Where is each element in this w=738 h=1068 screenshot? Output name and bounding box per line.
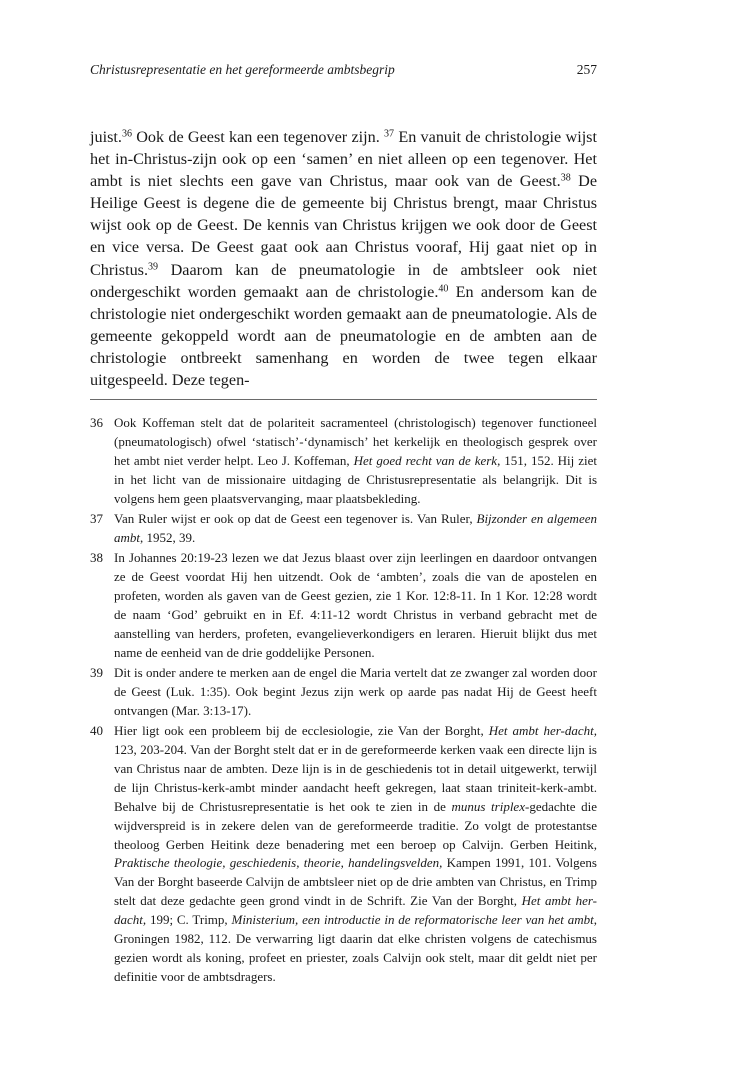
footnote-36 [90,414,597,509]
body-text-run: Ook de Geest kan een tegenover zijn. [131,128,385,146]
footnote-number: 38 [90,550,103,566]
footnote-ref-40[interactable]: 40 [438,283,449,295]
body-text-run: juist. [90,128,122,146]
footnote-text-run: 199; C. Trimp, [146,912,232,928]
footnote-title-italic: Bijzonder en algemeen ambt [114,510,597,545]
footnote-text-run: Kampen 1991, 101. Volgens Van der Borght baseerde Calvijn de ambtsleer niet op de drie ambten van Christus, en Trimp stelt dat deze gedachte geen grond vindt in de Schrift. Zie Van der Borght, [114,855,597,909]
footnote-title-italic: Het ambt her-dacht, [114,893,597,928]
footnote-title-italic: Ministerium, een introductie in de reformatorische leer van het ambt [231,912,594,928]
footnote-number: 39 [90,664,103,680]
body-text-run: En vanuit de christologie wijst het in-Christus-zijn ook op een ‘samen’ en niet alleen op een tegenover. Het ambt is niet slechts een gave van Christus, maar ook van de Geest. [90,128,597,191]
footnote-text-run: 123, 203-204. Van der Borght stelt dat er in de gereformeerde kerken vaak een directe lijn is van Christus naar de ambten. Deze lijn is in de geschiedenis tot in detail uitgewerkt, terwijl de lijn Christus-kerk-ambt minder aandacht heeft gekregen, laat staan triniteit-kerk-ambt. Behalve bij de Christusrepresentatie is het ook te zien in de [114,741,597,814]
footnote-title-italic: Praktische theologie, geschiedenis, theorie, handelingsvelden, [114,855,443,871]
footnote-text-run: Hier ligt ook een probleem bij de ecclesiologie, zie Van der Borght, [114,723,489,739]
footnote-text: Dit is onder andere te merken aan de engel die Maria vertelt dat ze zwanger zal worden door de Geest (Luk. 1:35). Ook begint Jezus zijn werk op aarde pas nadat Hij de Geest heeft ontvangen (Mar. 3:13-17). [114,664,597,718]
footnote-text-run: Van Ruler wijst er ook op dat de Geest een tegenover is. Van Ruler, [114,510,477,526]
body-text [90,126,597,391]
footnote-title-italic: Het ambt her-dacht, [488,723,597,739]
footnote-number: 36 [90,415,103,430]
footnote-text: In Johannes 20:19-23 lezen we dat Jezus blaast over zijn leerlingen en daardoor ontvangen ze de Geest voordat Hij hen uitzendt. Ook de ‘ambten’, zoals die van de apostelen en profeten, worden als gaven van de Geest gezien, zie 1 Kor. 12:8-11. In 1 Kor. 12:28 wordt de naam ‘God’ gebruikt en in Ef. 4:11-12 wordt Christus in verband gebracht met de aanstelling van herders, profeten, evangelieverkondigers en leraren. Hieruit blijkt dus met name de eenheid van de drie goddelijke Personen. [114,550,597,660]
footnote-text-run: , 1952, 39. [140,529,196,545]
footnote-title-italic: munus triplex [451,798,525,814]
body-text-run: De Heilige Geest is degene die de gemeente bij Christus brengt, maar Christus wijst ook op de Geest. De kennis van Christus krijgen we ook door de Geest en vice versa. De Geest gaat ook aan Christus vooraf, Hij gaat niet op in Christus. [90,172,598,279]
body-text-run: En andersom kan de christologie niet ondergeschikt worden gemaakt aan de pneumatologie. Als de gemeente gekoppeld wordt aan de pneumatologie en de ambten aan de christologie ontbreekt samenhang en worden de twee tegen elkaar uitgespeeld. Deze tegen- [90,282,597,390]
footnote-text [114,510,597,548]
page-number: 257 [576,62,597,77]
footnote-text-run: , Groningen 1982, 112. De verwarring ligt daarin dat elke christen volgens de catechismus gezien wordt als koning, profeet en priester, zoals Calvijn ook stelt, maar dit geldt niet per definitie voor de ambtsdragers. [114,912,597,984]
footnote-text [114,414,597,509]
footnote-38 [90,549,597,662]
running-header [90,62,597,78]
footnote-ref-37[interactable]: 37 [384,128,395,140]
footnote-number: 37 [90,510,103,526]
footnote-ref-36[interactable]: 36 [121,128,132,140]
footnote-40 [90,722,597,987]
body-paragraph [90,126,597,391]
footnote-37 [90,510,597,548]
body-text-run: Daarom kan de pneumatologie in de ambtsleer ook niet ondergeschikt worden gemaakt aan de christologie. [90,260,597,301]
footnote-ref-38[interactable]: 38 [560,172,571,184]
running-title: Christusrepresentatie en het gereformeerde ambtsbegrip [90,62,395,77]
footnote-text [114,722,597,987]
footnote-divider [90,399,597,400]
footnote-title-italic: Het goed recht van de kerk [353,452,498,468]
footnote-text-run: -gedachte die wijdverspreid is in zekere delen van de gereformeerde traditie. Zo volgt de protestantse theoloog Gerben Heitink deze benadering met een beroep op Calvijn. Gerben Heitink, [114,798,597,852]
footnotes [90,414,597,988]
footnote-ref-39[interactable]: 39 [148,261,159,273]
footnote-number: 40 [90,723,103,739]
footnote-39 [90,664,597,721]
footnote-text-run: Ook Koffeman stelt dat de polariteit sacramenteel (christologisch) tegenover functioneel (pneumatologisch) ofwel ‘statisch’-‘dynamisch’ het kerkelijk en theologisch gesprek over het ambt niet verder helpt. Leo J. Koffeman, [114,415,597,468]
footnote-text-run: , 151, 152. Hij ziet in het licht van de missionaire uitdaging de Christusrepresentatie als belangrijk. Dit is volgens hem geen plaatsvervanging, maar plaatsbekleding. [114,452,597,506]
